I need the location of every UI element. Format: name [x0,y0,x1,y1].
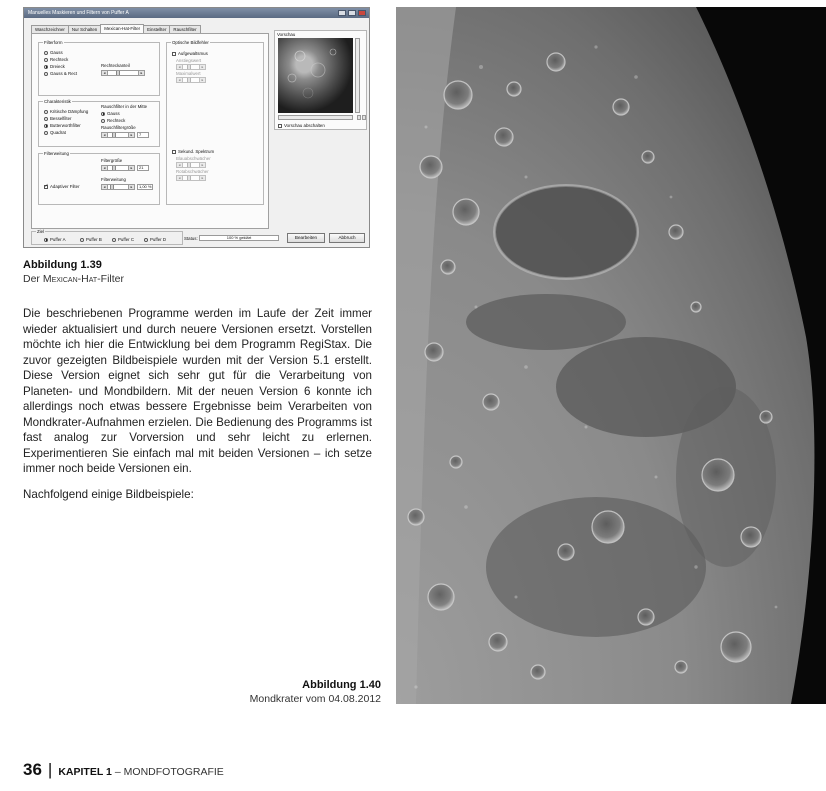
chapter-title: MONDFOTOGRAFIE [123,766,224,778]
group-label: Charakteristik [44,99,71,104]
aufgewaltsmus-checkbox[interactable]: Aufgewaltsmus [172,51,208,56]
group-filterweitung [38,153,160,205]
close-icon[interactable] [358,10,366,16]
chapter-dash: – [114,766,121,778]
preview-label: Vorschau [277,32,296,37]
radio-noise-gauss[interactable]: Gauss [101,111,120,116]
preview-off-checkbox[interactable]: Vorschau abschalten [278,123,325,128]
tab-rauschfilter[interactable]: Rauschfilter [169,25,200,34]
preview-horizontal-scrollbar[interactable] [278,115,353,120]
figure-140-number: Abbildung 1.40 [302,679,381,691]
blauabschwaecher-slider[interactable]: ◂ ▸ [176,162,206,168]
anstiegswert-label: Anstiegswert [176,58,202,63]
rotabschwaecher-slider[interactable]: ◂ ▸ [176,175,206,181]
filter-weight-slider[interactable]: ◂ ▸ [101,184,135,190]
radio-quadrat[interactable]: Quadrat [44,130,66,135]
group-label: Filterweitung [44,151,69,156]
figure-140-caption: Mondkrater vom 04.08.2012 [249,693,381,705]
figure-139-number: Abbildung 1.39 [23,259,102,271]
filter-size-slider[interactable]: ◂ ▸ [101,165,135,171]
status-label: Status: [184,236,198,241]
radio-kritische-daempfung[interactable]: Kritische Dämpfung [44,109,88,114]
noise-size-slider[interactable]: ◂ ▸ [101,132,135,138]
noise-size-value[interactable]: 7 [137,132,149,138]
group-filterform [38,42,160,96]
group-label: Optische Bildfehler [172,40,209,45]
radio-puffer-b[interactable]: Puffer B [80,237,102,242]
maximalwert-slider[interactable]: ◂ ▸ [176,77,206,83]
filter-weight-value[interactable]: 1,00 % [139,184,152,189]
radio-puffer-a[interactable]: Puffer A [44,237,66,242]
moon-image [396,7,826,704]
tab-mexican-hat-filter[interactable]: Mexican-Hat-Filter [100,24,144,33]
rechteckanteil-slider[interactable]: ◂ ▸ [101,70,145,76]
noise-label: Rauschfilter in der Mitte [101,104,148,109]
radio-puffer-d[interactable]: Puffer D [144,237,166,242]
body-paragraph-1: Die beschriebenen Programme werden im Laufe der Zeit immer wieder aktualisiert und durch neuere Versionen ersetzt. Vorstellen möchte ich hier die Entwicklung bei dem Programm RegiStax. Die zuvor gezeigten Bildbeispiele wurden mit der Version 5.1 erstellt. Diese Version eignet sich sehr gut für die Verarbeitung von Planeten- und Mondbildern. Mit der neuen Version 6 konnte ich allerdings noch etwas bessere Ergebnisse beim Verarbeiten von Mondkrater-Aufnahmen erzielen. Die Bedienung des Programms ist fast analog zur Vorversion und sehr leicht zu erlernen. Experimentieren Sie einfach mal mit beiden Versionen – ich setze immer noch beide Versionen ein. [23,307,372,475]
tab-einstellter[interactable]: Einstellter [143,25,170,34]
ziel-label: Ziel [37,229,45,234]
radio-besselfilter[interactable]: Besselfilter [44,116,71,121]
radio-puffer-c[interactable]: Puffer C [112,237,134,242]
page-footer [23,760,224,780]
dialog-titlebar [24,8,369,18]
blauabschwaecher-label: Blauabschwächer [176,156,211,161]
sekundaeres-spektrum-checkbox[interactable]: Sekund. Spektrum [172,149,214,154]
radio-rechteck[interactable]: Rechteck [44,57,68,62]
footer-separator: | [47,760,53,779]
group-ziel [31,231,183,245]
page-number: 36 [23,760,42,779]
group-optische-bildfehler [166,42,264,205]
preview-nav [357,115,366,120]
tab-waschzeichner[interactable]: Waschzeichner [31,25,69,34]
abbruch-button[interactable]: Abbruch [329,233,365,243]
status-progress: 100 % geklärt [199,235,279,241]
preview-prev-icon[interactable] [357,115,361,120]
figure-139-caption: Der Mexican-Hat-Filter [23,273,125,285]
anstiegswert-slider[interactable]: ◂ ▸ [176,64,206,70]
preview-next-icon[interactable] [362,115,366,120]
noise-size-label: Rauschfiltergröße [101,125,136,130]
maximalwert-label: Maximalwert [176,71,201,76]
filter-size-value[interactable]: 21 [137,165,149,171]
group-label: Filterform [44,40,63,45]
rechteckanteil-label: Rechteckanteil [101,63,130,68]
filter-weight-label: Filterweitung [101,177,126,182]
preview-vertical-scrollbar[interactable] [355,38,360,113]
chapter-label: KAPITEL 1 [58,766,112,778]
bearbeiten-button[interactable]: Bearbeiten [287,233,325,243]
adaptive-filter-checkbox[interactable]: ✓ Adaptiver Filter [44,184,80,189]
radio-dreieck[interactable]: Dreieck [44,64,65,69]
dialog-screenshot [23,7,370,248]
tab-nur-schalten[interactable]: Nur Schalten [68,25,101,34]
preview-panel [274,30,367,130]
preview-image[interactable] [278,38,353,113]
dialog-title: Manuelles Maskieren und Filtern von Puffer A [28,10,129,16]
radio-butterworthfilter[interactable]: Butterworthfilter [44,123,81,128]
rotabschwaecher-label: Rotabschwächer [176,169,209,174]
maximize-icon[interactable] [348,10,356,16]
moon-photograph [396,7,826,704]
group-charakteristik [38,101,160,147]
body-paragraph-2: Nachfolgend einige Bildbeispiele: [23,488,194,501]
radio-noise-rechteck[interactable]: Rechteck [101,118,125,123]
tab-panel [31,33,269,229]
radio-gauss-rect[interactable]: Gauss & Rect [44,71,77,76]
radio-gauss[interactable]: Gauss [44,50,63,55]
filter-size-label: Filtergröße [101,158,123,163]
minimize-icon[interactable] [338,10,346,16]
